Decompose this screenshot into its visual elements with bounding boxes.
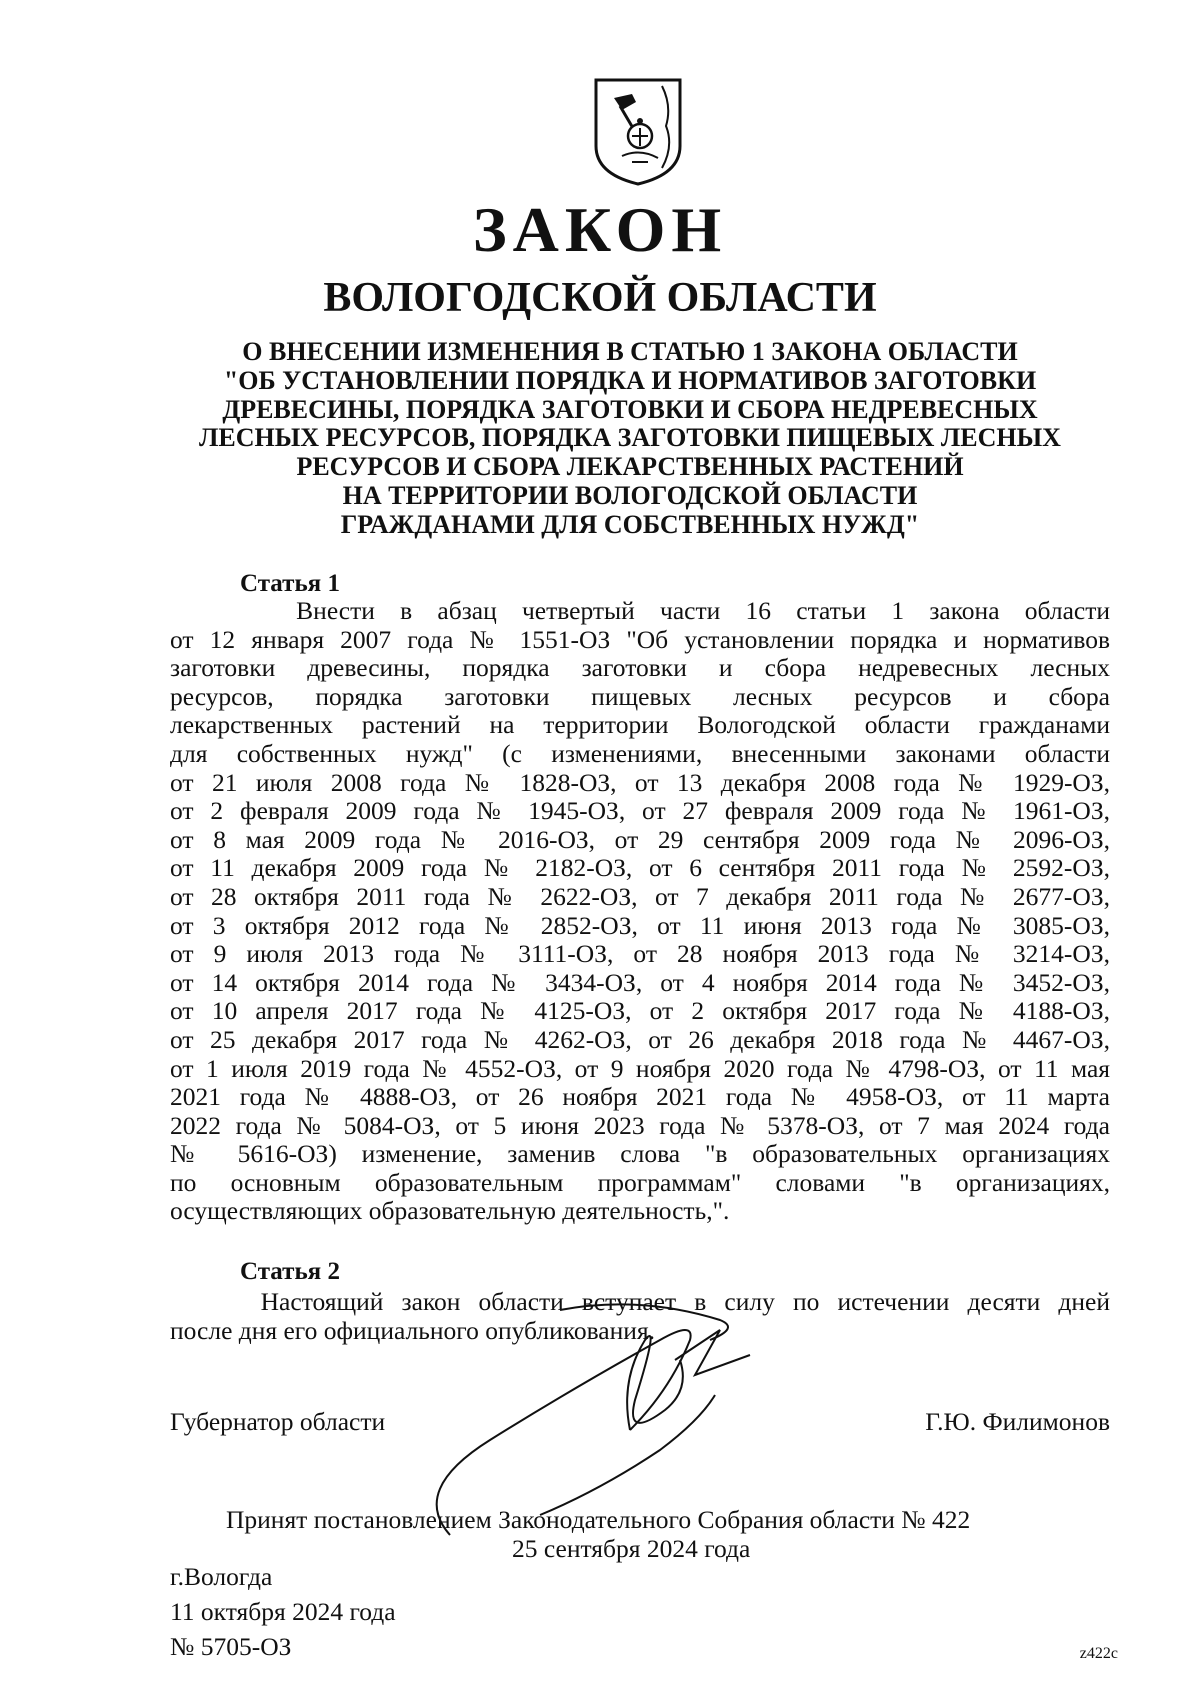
document-title: ЗАКОН	[472, 194, 728, 265]
signatory-position: Губернатор области	[170, 1407, 386, 1436]
article-1-body	[170, 597, 1110, 1226]
law-date: 11 октября 2024 года	[170, 1597, 396, 1626]
article-1-title: Статья 1	[240, 570, 340, 597]
article-1-line: от 14 октября 2014 года № 3434-ОЗ, от 4 ноября 2014 года № 3452-ОЗ,	[170, 967, 1110, 997]
article-1-line: ресурсов, порядка заготовки пищевых лесных ресурсов и сбора	[170, 681, 1110, 711]
article-1-line: от 10 апреля 2017 года № 4125-ОЗ, от 2 октября 2017 года № 4188-ОЗ,	[170, 996, 1110, 1026]
article-1-line: по основным образовательным программам" словами "в организациях,	[170, 1167, 1110, 1197]
article-1-line: от 8 мая 2009 года № 2016-ОЗ, от 29 сентября 2009 года № 2096-ОЗ,	[170, 824, 1110, 854]
heading-line: ЛЕСНЫХ РЕСУРСОВ, ПОРЯДКА ЗАГОТОВКИ ПИЩЕВЫХ ЛЕСНЫХ	[199, 423, 1061, 453]
article-1-line: заготовки древесины, порядка заготовки и сбора недревесных лесных	[170, 653, 1110, 683]
signatory-name: Г.Ю. Филимонов	[925, 1407, 1110, 1436]
law-heading	[150, 338, 1110, 540]
article-2-line: Настоящий закон области вступает в силу по истечении десяти дней	[170, 1287, 1110, 1316]
article-1-line: № 5616-ОЗ) изменение, заменив слова "в образовательных организациях	[170, 1139, 1110, 1169]
article-1-line: от 11 декабря 2009 года № 2182-ОЗ, от 6 сентября 2011 года № 2592-ОЗ,	[170, 853, 1110, 883]
heading-line: "ОБ УСТАНОВЛЕНИИ ПОРЯДКА И НОРМАТИВОВ ЗАГОТОВКИ	[223, 365, 1037, 395]
article-1-line: от 12 января 2007 года № 1551-ОЗ "Об установлении порядка и нормативов	[170, 624, 1110, 654]
heading-line: ГРАЖДАНАМИ ДЛЯ СОБСТВЕННЫХ НУЖД"	[340, 509, 920, 539]
heading-line: ДРЕВЕСИНЫ, ПОРЯДКА ЗАГОТОВКИ И СБОРА НЕДРЕВЕСНЫХ	[222, 394, 1038, 424]
article-2-line: после дня его официального опубликования.	[170, 1315, 655, 1345]
heading-line: РЕСУРСОВ И СБОРА ЛЕКАРСТВЕННЫХ РАСТЕНИЙ	[296, 452, 964, 482]
article-2-title: Статья 2	[240, 1258, 340, 1285]
article-1-line: Внести в абзац четвертый части 16 статьи 1 закона области	[170, 596, 1110, 625]
article-1-line: от 2 февраля 2009 года № 1945-ОЗ, от 27 февраля 2009 года № 1961-ОЗ,	[170, 796, 1110, 826]
law-number: № 5705-ОЗ	[170, 1632, 292, 1661]
heading-line: НА ТЕРРИТОРИИ ВОЛОГОДСКОЙ ОБЛАСТИ	[342, 480, 918, 510]
article-1-line: от 1 июля 2019 года № 4552-ОЗ, от 9 ноября 2020 года № 4798-ОЗ, от 11 мая	[170, 1053, 1110, 1083]
article-1-line: от 21 июля 2008 года № 1828-ОЗ, от 13 декабря 2008 года № 1929-ОЗ,	[170, 767, 1110, 797]
city: г.Вологда	[170, 1562, 273, 1591]
article-1-line: от 28 октября 2011 года № 2622-ОЗ, от 7 декабря 2011 года № 2677-ОЗ,	[170, 881, 1110, 911]
article-1-line: для собственных нужд" (с изменениями, внесенными законами области	[170, 738, 1110, 768]
article-1-line: лекарственных растений на территории Вологодской области гражданами	[170, 710, 1110, 740]
coat-of-arms-emblem	[592, 76, 684, 188]
heading-line: О ВНЕСЕНИИ ИЗМЕНЕНИЯ В СТАТЬЮ 1 ЗАКОНА ОБЛАСТИ	[242, 337, 1018, 366]
adoption-note: Принят постановлением Законодательного Собрания области № 422	[226, 1505, 971, 1534]
article-1-line: от 3 октября 2012 года № 2852-ОЗ, от 11 июня 2013 года № 3085-ОЗ,	[170, 910, 1110, 940]
article-1-line: осуществляющих образовательную деятельность,".	[170, 1196, 730, 1226]
article-1-line: 2021 года № 4888-ОЗ, от 26 ноября 2021 года № 4958-ОЗ, от 11 марта	[170, 1082, 1110, 1112]
article-1-line: от 25 декабря 2017 года № 4262-ОЗ, от 26 декабря 2018 года № 4467-ОЗ,	[170, 1024, 1110, 1054]
article-1-line: от 9 июля 2013 года № 3111-ОЗ, от 28 ноября 2013 года № 3214-ОЗ,	[170, 939, 1110, 969]
document-code: z422c	[1079, 1645, 1118, 1662]
document-subtitle: ВОЛОГОДСКОЙ ОБЛАСТИ	[323, 275, 877, 321]
article-1-line: 2022 года № 5084-ОЗ, от 5 июня 2023 года № 5378-ОЗ, от 7 мая 2024 года	[170, 1110, 1110, 1140]
adoption-date: 25 сентября 2024 года	[512, 1534, 751, 1563]
